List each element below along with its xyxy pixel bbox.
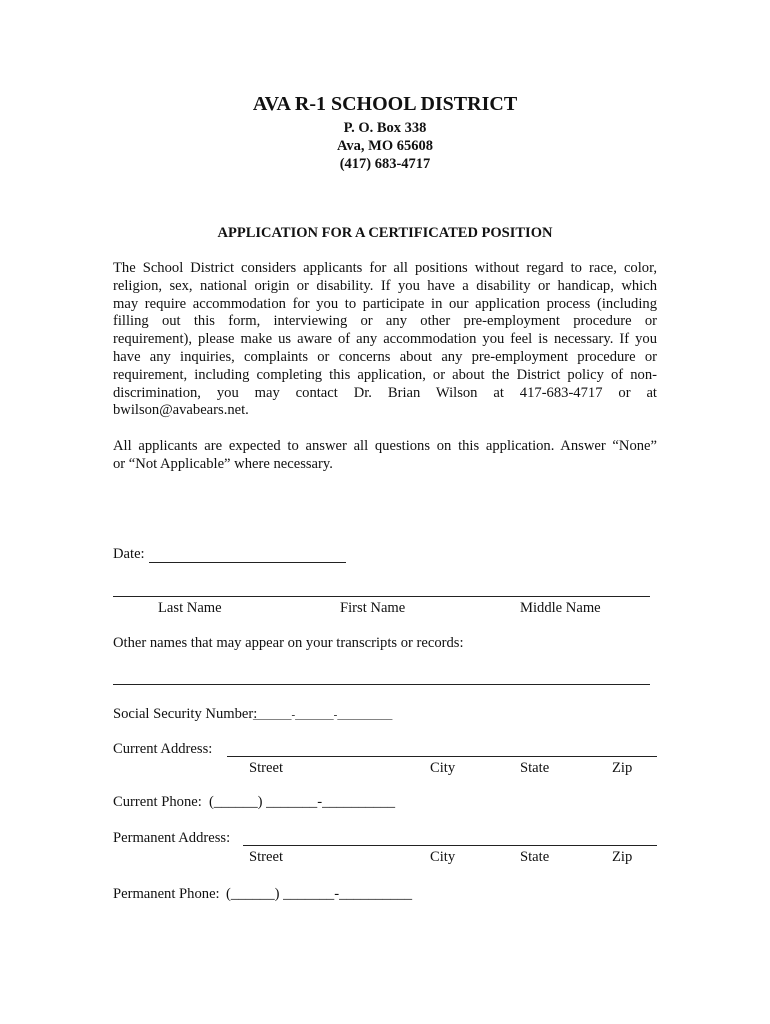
permanent-address-field[interactable]: [243, 845, 657, 846]
district-title: AVA R-1 SCHOOL DISTRICT: [252, 93, 518, 115]
permanent-phone-label: Permanent Phone:: [113, 886, 220, 902]
permanent-phone-field[interactable]: (______) _______-__________: [226, 886, 413, 902]
zip-label: Zip: [612, 760, 633, 776]
ssn-field[interactable]: _______-_______-__________: [253, 709, 393, 721]
address-line-city: Ava, MO 65608: [337, 138, 433, 154]
current-address-label: Current Address:: [113, 741, 213, 757]
paragraph-line: requirement, including completing this application, or about the District policy of non-: [113, 366, 657, 383]
other-names-field[interactable]: [113, 684, 650, 685]
paragraph-line: may require accommodation for you to participate in our application process (including: [113, 295, 657, 312]
other-names-label: Other names that may appear on your transcripts or records:: [113, 635, 464, 651]
zip-label: Zip: [612, 849, 633, 865]
last-name-label: Last Name: [158, 600, 222, 616]
current-address-field[interactable]: [227, 756, 657, 757]
date-label: Date:: [113, 546, 145, 562]
paragraph-line: religion, sex, national origin or disability. If you have a disability or handicap, which: [113, 277, 657, 294]
ssn-label: Social Security Number:: [113, 706, 258, 722]
street-label: Street: [249, 760, 284, 776]
current-phone-label: Current Phone:: [113, 794, 202, 810]
paragraph-line: The School District considers applicants for all positions without regard to race, color,: [113, 260, 657, 276]
full-name-field[interactable]: [113, 596, 650, 597]
street-label: Street: [249, 849, 284, 865]
instructions-paragraph: [113, 438, 657, 474]
paragraph-line: requirement), please make us aware of any accommodation you feel is necessary. If you: [113, 331, 657, 348]
permanent-address-label: Permanent Address:: [113, 830, 231, 846]
paragraph-line: filling out this form, interviewing or any other pre-employment procedure or: [113, 313, 657, 330]
state-label: State: [520, 849, 550, 865]
paragraph-line: have any inquiries, complaints or concerns about any pre-employment procedure or: [113, 348, 657, 365]
state-label: State: [520, 760, 550, 776]
form-title: APPLICATION FOR A CERTIFICATED POSITION: [217, 225, 553, 241]
date-field[interactable]: [149, 562, 346, 563]
paragraph-line: All applicants are expected to answer all questions on this application. Answer “None”: [113, 438, 657, 454]
city-label: City: [430, 760, 456, 776]
nondiscrimination-paragraph: [113, 260, 657, 420]
paragraph-line: or “Not Applicable” where necessary.: [113, 455, 333, 472]
city-label: City: [430, 849, 456, 865]
address-line-po-box: P. O. Box 338: [343, 120, 427, 136]
middle-name-label: Middle Name: [520, 600, 601, 616]
current-phone-field[interactable]: (______) _______-__________: [209, 794, 396, 810]
address-line-phone: (417) 683-4717: [339, 156, 431, 172]
first-name-label: First Name: [340, 600, 406, 616]
paragraph-line: discrimination, you may contact Dr. Brian Wilson at 417-683-4717 or at: [113, 384, 657, 401]
contact-email: bwilson@avabears.net.: [113, 402, 249, 419]
